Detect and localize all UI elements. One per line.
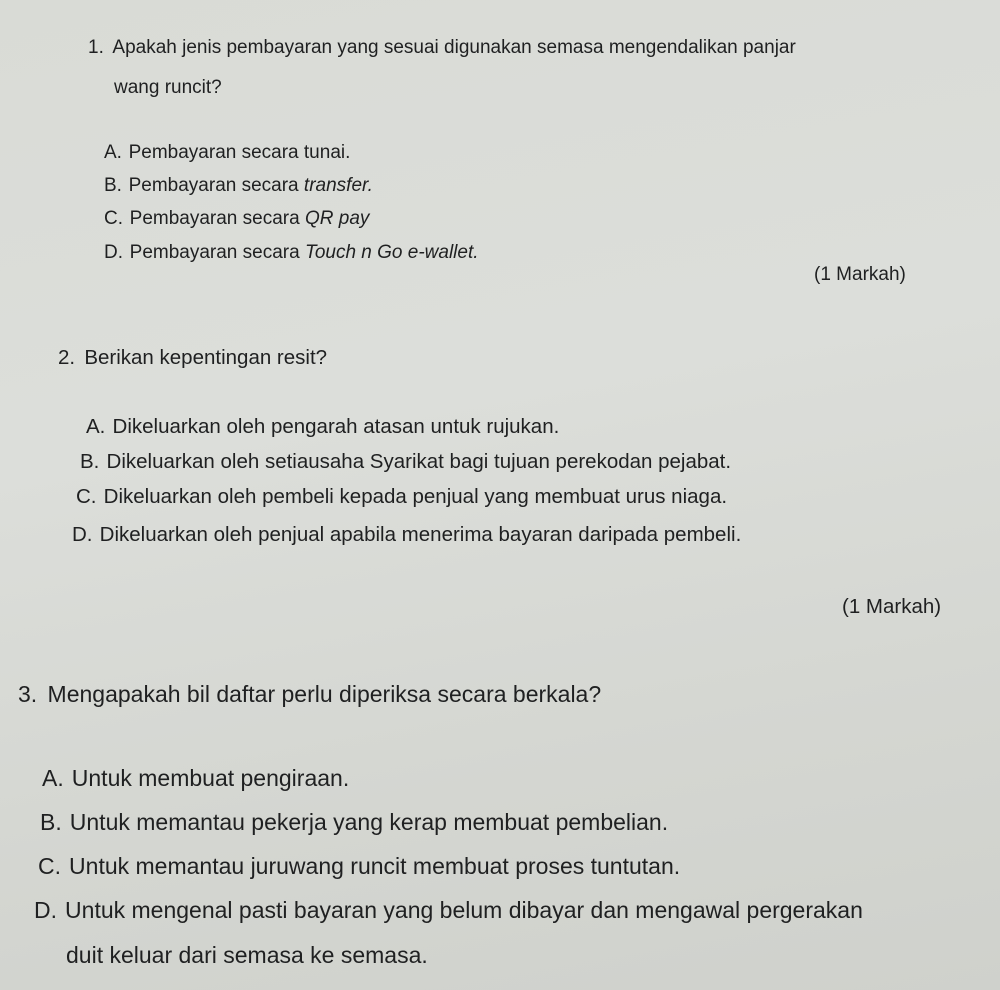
option-letter: A. <box>42 765 64 791</box>
option-text: Pembayaran secara <box>129 208 305 229</box>
question-text: Mengapakah bil daftar perlu diperiksa secara berkala? <box>47 681 602 707</box>
option-text: Dikeluarkan oleh pembeli kepada penjual yang membuat urus niaga. <box>103 485 728 508</box>
option-text: Dikeluarkan oleh pengarah atasan untuk rujukan. <box>112 415 560 438</box>
marks-label: (1 Markah) <box>814 264 906 285</box>
option-text-italic: transfer. <box>303 175 373 196</box>
option-text: Untuk mengenal pasti bayaran yang belum dibayar dan mengawal pergerakan <box>65 897 863 923</box>
option-letter: C. <box>38 853 61 879</box>
question-number: 3. <box>18 681 38 707</box>
option-c <box>38 855 680 878</box>
question-1-stem-continued: wang runcit? <box>114 77 222 98</box>
question-text: Apakah jenis pembayaran yang sesuai digunakan semasa mengendalikan panjar <box>112 37 796 58</box>
option-letter: D. <box>34 897 57 923</box>
option-text: Dikeluarkan oleh setiausaha Syarikat bagi tujuan perekodan pejabat. <box>106 450 732 473</box>
option-text-italic: Touch n Go e-wallet. <box>304 242 479 263</box>
option-d <box>34 899 863 922</box>
option-letter: B. <box>80 450 100 473</box>
marks-label: (1 Markah) <box>842 595 942 618</box>
question-3-stem <box>18 683 601 706</box>
option-text-italic: QR pay <box>304 208 370 229</box>
option-letter: D. <box>72 523 93 546</box>
question-number: 2. <box>58 346 76 369</box>
option-text: Untuk membuat pengiraan. <box>71 765 350 791</box>
option-text: Untuk memantau pekerja yang kerap membuat pembelian. <box>69 809 669 835</box>
question-text: Berikan kepentingan resit? <box>84 346 328 369</box>
option-letter: D. <box>104 242 123 263</box>
option-letter: B. <box>40 809 62 835</box>
option-letter: C. <box>76 485 97 508</box>
option-letter: B. <box>104 175 122 196</box>
question-number: 1. <box>88 37 104 58</box>
option-letter: A. <box>104 142 122 163</box>
option-text: Pembayaran secara <box>128 175 304 196</box>
option-d-continued: duit keluar dari semasa ke semasa. <box>66 942 428 968</box>
option-text: Pembayaran secara tunai. <box>128 142 351 163</box>
option-letter: A. <box>86 415 106 438</box>
option-letter: C. <box>104 208 123 229</box>
option-text: Untuk memantau juruwang runcit membuat proses tuntutan. <box>69 853 681 879</box>
option-b <box>40 811 668 834</box>
option-text: Pembayaran secara <box>129 242 305 263</box>
option-a <box>42 767 349 790</box>
option-text: Dikeluarkan oleh penjual apabila menerima bayaran daripada pembeli. <box>99 523 742 546</box>
